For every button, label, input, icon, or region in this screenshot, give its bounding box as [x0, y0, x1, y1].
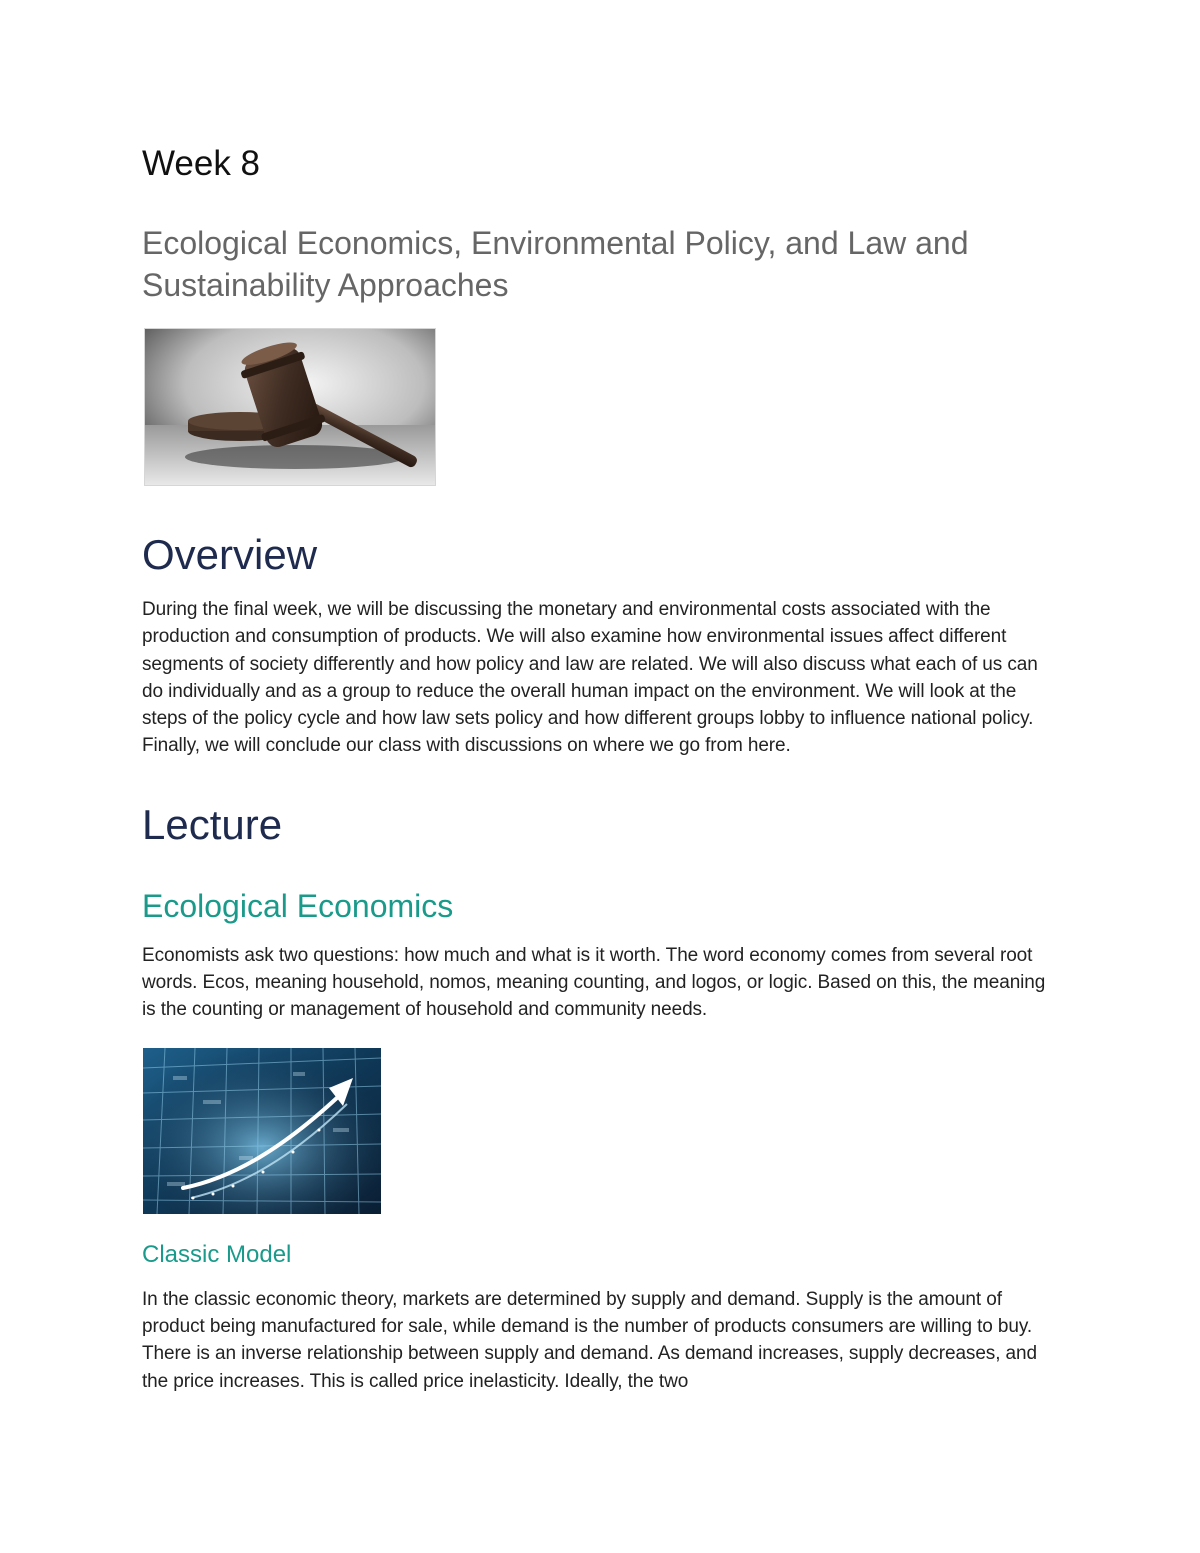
overview-paragraph: During the final week, we will be discussing the monetary and environmental costs associated with the production and consumption of products. We will also examine how environmental issues affect different segments of society differently and how policy and law are related. We will also discuss what each of us can do individually and as a group to reduce the overall human impact on the environment. We will look at the steps of the policy cycle and how law sets policy and how different groups lobby to influence national policy. Finally, we will conclude our class with discussions on where we go from here. — [142, 599, 1038, 757]
classic-model-paragraph: In the classic economic theory, markets are determined by supply and demand. Supply is the amount of product being manufactured for sale, while demand is the number of products consumers are willing to buy. There is an inverse relationship between supply and demand. As demand increases, supply decreases, and the price increases. This is called price inelasticity. Ideally, the two — [142, 1288, 1037, 1392]
week-title: Week 8 — [142, 144, 261, 183]
ecological-economics-heading: Ecological Economics — [142, 887, 454, 924]
overview-heading: Overview — [142, 531, 318, 578]
lecture-heading: Lecture — [142, 800, 283, 848]
gavel-image — [144, 328, 436, 486]
rising-arrow-chart-image — [143, 1048, 381, 1214]
document-content — [142, 130, 1062, 1395]
classic-model-heading: Classic Model — [142, 1240, 292, 1268]
document-subtitle: Ecological Economics, Environmental Policy, and Law and Sustainability Approaches — [142, 225, 969, 303]
ecological-economics-paragraph: Economists ask two questions: how much and what is it worth. The word economy comes from several root words. Ecos, meaning household, nomos, meaning counting, and logos, or logic. Based on this, the meaning is the counting or management of household and community needs. — [142, 944, 1046, 1021]
